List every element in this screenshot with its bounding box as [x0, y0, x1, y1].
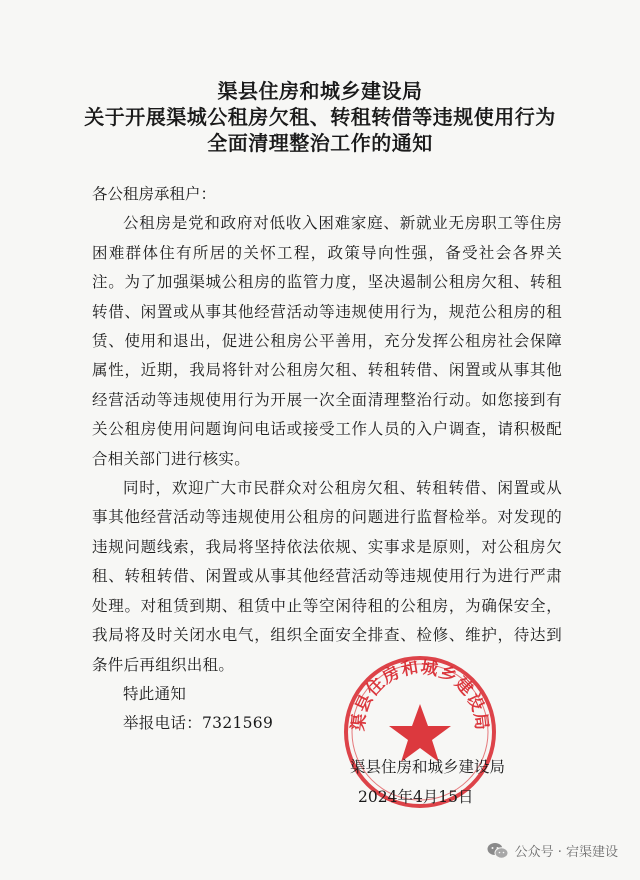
title-subject-line2: 全面清理整治工作的通知: [207, 131, 433, 155]
wechat-watermark: [487, 841, 618, 860]
paragraph-2: 同时，欢迎广大市民群众对公租房欠租、转租转借、闲置或从事其他经营活动等违规使用公租房的问题进行监督检举。对发现的违规问题线索，我局将坚持依法依规、实事求是原则，对公租房欠租、转租转借、闲置或从事其他经营活动等违规使用行为进行严肃处理。对租赁到期、租赁中止等空闲待租的公租房，为确保安全，我局将及时关闭水电气，组织全面安全排查、检修、维护，待达到条件后再组织出租。: [92, 479, 562, 674]
paragraph-1: 公租房是党和政府对低收入困难家庭、新就业无房职工等住房困难群体住有所居的关怀工程，政策导向性强，备受社会各界关注。为了加强渠城公租房的监管力度，坚决遏制公租房欠租、转租转借、闲置或从事其他经营活动等违规使用行为，规范公租房的租赁、使用和退出，促进公租房公平善用，充分发挥公租房社会保障属性，近期，我局将针对公租房欠租、转租转借、闲置或从事其他经营活动等违规使用行为开展一次全面清理整治行动。如您接到有关公租房使用问题询问电话或接受工作人员的入户调查，请积极配合相关部门进行核实。: [92, 214, 562, 468]
wechat-icon: [487, 842, 509, 860]
svg-text:渠县住房和城乡建设局: 渠县住房和城乡建设局: [348, 657, 492, 733]
closing-line: 特此通知: [123, 684, 187, 703]
hotline: 举报电话：7321569: [123, 714, 274, 733]
notice-title: [0, 78, 640, 156]
signature-org: 渠县住房和城乡建设局: [350, 758, 506, 776]
salutation: 各公租房承租户：: [92, 185, 217, 203]
title-issuer: 渠县住房和城乡建设局: [217, 79, 423, 103]
watermark-text: 公众号 · 宕渠建设: [514, 845, 618, 860]
signature-date: 2024年4月15日: [358, 788, 474, 806]
signature-block: [350, 752, 505, 812]
title-subject-line1: 关于开展渠城公租房欠租、转租转借等违规使用行为: [84, 105, 556, 129]
